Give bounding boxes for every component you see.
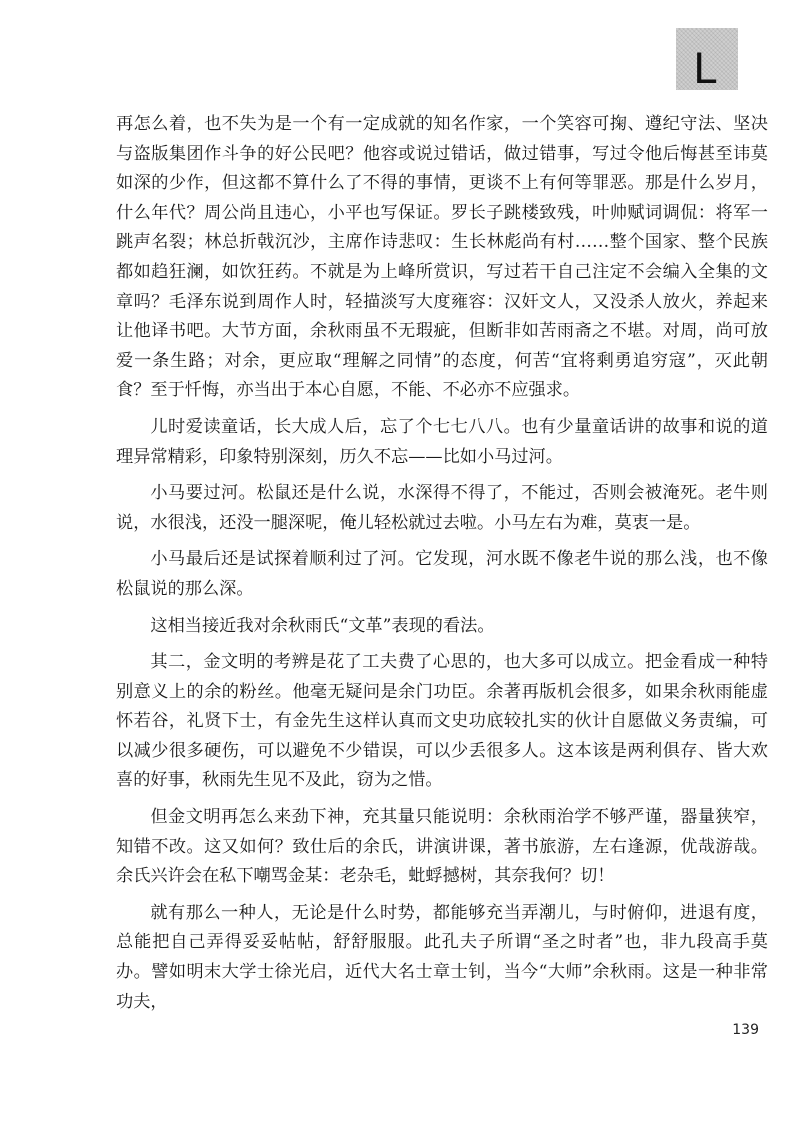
paragraph: 但金文明再怎么来劲下神，充其量只能说明：余秋雨治学不够严谨，器量狭窄，知错不改。这又如何？致仕后的余氏，讲演讲课，著书旅游，左右逢源，优哉游哉。余氏兴许会在私下嘲骂金某：老杂毛，蚍蜉撼树，其奈我何？切！ bbox=[116, 807, 768, 887]
paragraph: 这相当接近我对余秋雨氏“文革”表现的看法。 bbox=[150, 615, 495, 636]
paragraph: 再怎么着，也不失为是一个有一定成就的知名作家，一个笑容可掬、遵纪守法、坚决与盗版集团作斗争的好公民吧？他容或说过错话，做过错事，写过令他后悔甚至讳莫如深的少作，但这都不算什么了不得的事情，更谈不上有何等罪恶。那是什么岁月，什么年代？周公尚且违心，小平也写保证。罗长子跳楼致残，叶帅赋词调侃：将军一跳声名裂；林总折戟沉沙，主席作诗悲叹：生长林彪尚有村……整个国家、整个民族都如趋狂澜，如饮狂药。不就是为上峰所赏识，写过若干自己注定不会编入全集的文章吗？毛泽东说到周作人时，轻描淡写大度雍容：汉奸文人，又没杀人放火，养起来让他译书吧。大节方面，余秋雨虽不无瑕疵，但断非如苦雨斋之不堪。对周，尚可放爱一条生路；对余，更应取“理解之同情”的态度，何苦“宜将剩勇追穷寇”，灭此朝食？至于忏悔，亦当出于本心自愿，不能、不必亦不应强求。 bbox=[116, 114, 768, 401]
page-number: 139 bbox=[732, 1022, 759, 1038]
paragraph: 小马要过河。松鼠还是什么说，水深得不得了，不能过，否则会被淹死。老牛则说，水很浅，还没一腿深呢，俺儿轻松就过去啦。小马左右为难，莫衷一是。 bbox=[116, 483, 768, 533]
chapter-letter: L bbox=[693, 44, 717, 93]
paragraph: 儿时爱读童话，长大成人后，忘了个七七八八。也有少量童话讲的故事和说的道理异常精彩，印象特别深刻，历久不忘——比如小马过河。 bbox=[116, 416, 768, 467]
paragraph: 就有那么一种人，无论是什么时势，都能够充当弄潮儿，与时俯仰，进退有度，总能把自己弄得妥妥帖帖，舒舒服服。此孔夫子所谓“圣之时者”也，非九段高手莫办。譬如明末大学士徐光启，近代大名士章士钊，当今“大师”余秋雨。这是一种非常功夫， bbox=[116, 902, 768, 1012]
paragraph: 其二，金文明的考辨是花了工夫费了心思的，也大多可以成立。把金看成一种特别意义上的余的粉丝。他毫无疑问是余门功臣。余著再版机会很多，如果余秋雨能虚怀若谷，礼贤下士，有金先生这样认真而文史功底较扎实的伙计自愿做义务责编，可以减少很多硬伤，可以避免不少错误，可以少丢很多人。这本该是两利俱存、皆大欢喜的好事，秋雨先生见不及此，窃为之惜。 bbox=[116, 652, 768, 791]
paragraph: 小马最后还是试探着顺利过了河。它发现，河水既不像老牛说的那么浅，也不像松鼠说的那么深。 bbox=[116, 549, 768, 599]
body-text bbox=[116, 110, 768, 1017]
